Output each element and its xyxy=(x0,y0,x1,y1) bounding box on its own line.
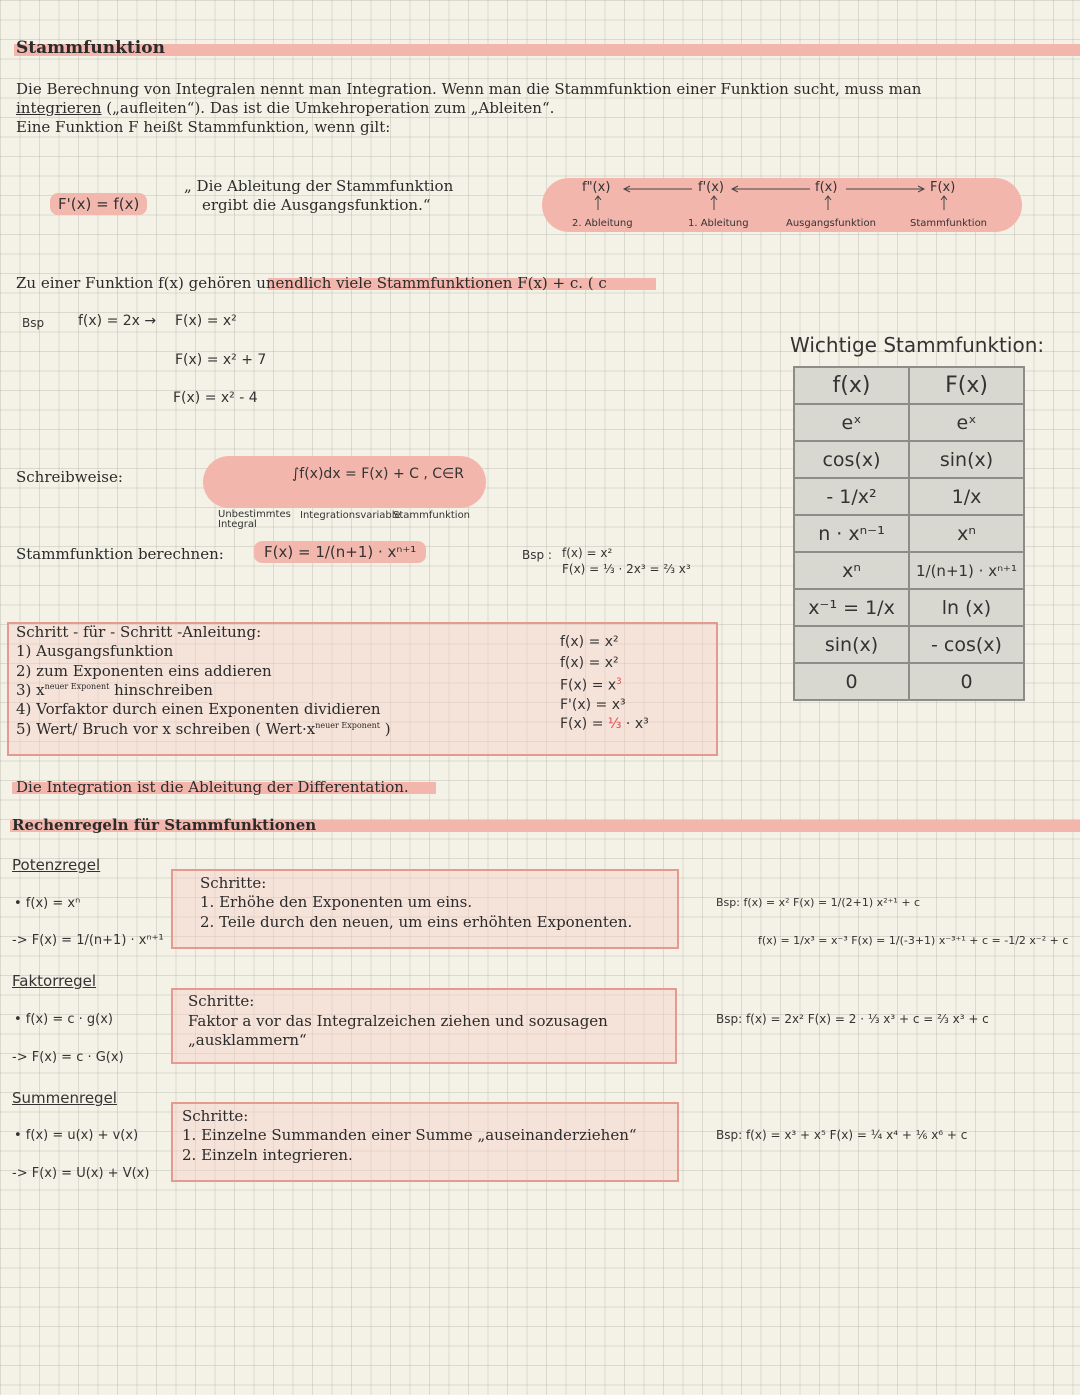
rule-summenregel-F: -> F(x) = U(x) + V(x) xyxy=(12,1166,150,1181)
rule-summenregel-step-2: 2. Einzeln integrieren. xyxy=(182,1146,353,1164)
steps-example-1: f(x) = x² xyxy=(560,634,619,650)
table-row xyxy=(794,626,1024,663)
page-title: Stammfunktion xyxy=(16,38,165,58)
rule-summenregel-f: • f(x) = u(x) + v(x) xyxy=(14,1128,139,1143)
table-cell: 0 xyxy=(794,663,909,700)
chain-top-0: f"(x) xyxy=(582,180,611,195)
table-title: Wichtige Stammfunktion: xyxy=(790,333,1045,357)
table-cell: - 1/x² xyxy=(794,478,909,515)
rule-faktorregel-example: Bsp: f(x) = 2x² F(x) = 2 · ⅓ x³ + c = ⅔ x³ + c xyxy=(716,1012,989,1026)
notation-label: Schreibweise: xyxy=(16,468,123,486)
compute-example-2: F(x) = ⅓ · 2x³ = ⅔ x³ xyxy=(562,562,691,576)
table-cell: n · xⁿ⁻¹ xyxy=(794,515,909,552)
steps-title: Schritt - für - Schritt -Anleitung: xyxy=(16,623,262,641)
example1-f: f(x) = 2x → xyxy=(78,313,157,329)
notation-label-integral: Unbestimmtes Integral xyxy=(218,509,291,530)
steps-1: 1) Ausgangsfunktion xyxy=(16,642,174,660)
rule-potenzregel-example: Bsp: f(x) = x² F(x) = 1/(2+1) x²⁺¹ + c xyxy=(716,896,921,909)
rule-potenzregel-step-2: 2. Teile durch den neuen, um eins erhöhten Exponenten. xyxy=(200,913,633,931)
steps-2: 2) zum Exponenten eins addieren xyxy=(16,662,272,680)
intro-line-2: integrieren („aufleiten“). Das ist die Umkehroperation zum „Ableiten“. xyxy=(16,99,555,117)
rule-faktorregel-step-1: Faktor a vor das Integralzeichen ziehen und sozusagen xyxy=(188,1012,608,1030)
definition-formula: F'(x) = f(x) xyxy=(50,193,147,215)
rule-potenzregel-steps-title: Schritte: xyxy=(200,874,267,892)
table-row xyxy=(794,663,1024,700)
integrieren-word: integrieren xyxy=(16,99,102,117)
chain-bottom-3: Stammfunktion xyxy=(910,218,988,229)
rule-faktorregel-name: Faktorregel xyxy=(12,972,97,990)
table-cell: xⁿ xyxy=(909,515,1024,552)
notation-formula: ∫f(x)dx = F(x) + C , C∈R xyxy=(292,466,464,482)
definition-quote-1: „ Die Ableitung der Stammfunktion xyxy=(184,177,454,195)
table-cell: x⁻¹ = 1/x xyxy=(794,589,909,626)
chain-bottom-0: 2. Ableitung xyxy=(572,218,633,229)
compute-label: Stammfunktion berechnen: xyxy=(16,545,224,563)
rule-summenregel-steps-title: Schritte: xyxy=(182,1107,249,1125)
table-row xyxy=(794,441,1024,478)
table-header-f: f(x) xyxy=(794,367,909,404)
rule-potenzregel-f: • f(x) = xⁿ xyxy=(14,896,81,911)
steps-4: 4) Vorfaktor durch einen Exponenten dividieren xyxy=(16,700,381,718)
rule-summenregel-step-1: 1. Einzelne Summanden einer Summe „auseinanderziehen“ xyxy=(182,1126,637,1144)
table-cell: cos(x) xyxy=(794,441,909,478)
infinite-sentence: Zu einer Funktion f(x) gehören unendlich viele Stammfunktionen F(x) + c. ( c xyxy=(16,274,607,292)
table-row xyxy=(794,515,1024,552)
example1-label: Bsp xyxy=(22,316,45,330)
steps-example-5: F(x) = ⅓ · x³ xyxy=(560,716,649,732)
table-header-row xyxy=(794,367,1024,404)
integration-note: Die Integration ist die Ableitung der Differentation. xyxy=(16,778,409,796)
heading-highlight xyxy=(14,44,1080,56)
table-cell: 1/x xyxy=(909,478,1024,515)
antiderivative-table xyxy=(793,366,1025,701)
compute-formula: F(x) = 1/(n+1) · xⁿ⁺¹ xyxy=(254,541,426,563)
compute-example-1: f(x) = x² xyxy=(562,546,613,560)
intro-line-1: Die Berechnung von Integralen nennt man Integration. Wenn man die Stammfunktion einer Funktion sucht, muss man xyxy=(16,80,922,98)
notation-label-variable: Integrationsvariable xyxy=(300,510,401,521)
steps-3: 3) $x^{neuer Exponent}$ hinschreiben xyxy=(16,681,213,699)
chain-top-2: f(x) xyxy=(815,180,838,195)
example1-F3: F(x) = x² - 4 xyxy=(173,390,258,406)
rule-faktorregel-f: • f(x) = c · g(x) xyxy=(14,1012,114,1027)
table-row xyxy=(794,552,1024,589)
steps-example-4: F'(x) = x³ xyxy=(560,697,626,713)
compute-example-label: Bsp : xyxy=(522,548,552,562)
chain-bottom-2: Ausgangsfunktion xyxy=(786,218,876,229)
rule-faktorregel-F: -> F(x) = c · G(x) xyxy=(12,1050,124,1065)
table-cell: ln (x) xyxy=(909,589,1024,626)
rule-summenregel-name: Summenregel xyxy=(12,1089,117,1107)
steps-example-3: $F(x) = x^3$ xyxy=(560,676,622,694)
example1-F1: F(x) = x² xyxy=(175,313,237,329)
table-row xyxy=(794,478,1024,515)
definition-quote-2: ergibt die Ausgangsfunktion.“ xyxy=(202,196,431,214)
table-header-F: F(x) xyxy=(909,367,1024,404)
table-cell: eˣ xyxy=(794,404,909,441)
notation-pill xyxy=(203,456,486,508)
intro-line-3: Eine Funktion F heißt Stammfunktion, wenn gilt: xyxy=(16,118,391,136)
table-cell: 1/(n+1) · xⁿ⁺¹ xyxy=(909,552,1024,589)
table-cell: xⁿ xyxy=(794,552,909,589)
table-cell: 0 xyxy=(909,663,1024,700)
rule-potenzregel-step-1: 1. Erhöhe den Exponenten um eins. xyxy=(200,893,473,911)
rule-potenzregel-example-2: f(x) = 1/x³ = x⁻³ F(x) = 1/(-3+1) x⁻³⁺¹ + c = -1/2 x⁻² + c xyxy=(758,934,1069,947)
rules-heading: Rechenregeln für Stammfunktionen xyxy=(12,816,317,834)
rule-potenzregel-name: Potenzregel xyxy=(12,856,101,874)
rule-faktorregel-steps-title: Schritte: xyxy=(188,992,255,1010)
chain-bottom-1: 1. Ableitung xyxy=(688,218,749,229)
table-cell: sin(x) xyxy=(909,441,1024,478)
rule-potenzregel-F: -> F(x) = 1/(n+1) · xⁿ⁺¹ xyxy=(12,933,164,948)
steps-example-2: f(x) = x² xyxy=(560,655,619,671)
table-cell: - cos(x) xyxy=(909,626,1024,663)
table-cell: sin(x) xyxy=(794,626,909,663)
table-row xyxy=(794,404,1024,441)
rule-faktorregel-step-2: „ausklammern“ xyxy=(188,1031,307,1049)
table-row xyxy=(794,589,1024,626)
steps-5: 5) Wert/ Bruch vor x schreiben ( $Wert\cdot x^{neuer Exponent}$ ) xyxy=(16,720,391,738)
rule-summenregel-example: Bsp: f(x) = x³ + x⁵ F(x) = ¼ x⁴ + ⅙ x⁶ + c xyxy=(716,1128,968,1142)
table-cell: eˣ xyxy=(909,404,1024,441)
chain-top-1: f'(x) xyxy=(698,180,724,195)
chain-top-3: F(x) xyxy=(930,180,956,195)
example1-F2: F(x) = x² + 7 xyxy=(175,352,267,368)
notation-label-stammfunktion: Stammfunktion xyxy=(393,510,471,521)
